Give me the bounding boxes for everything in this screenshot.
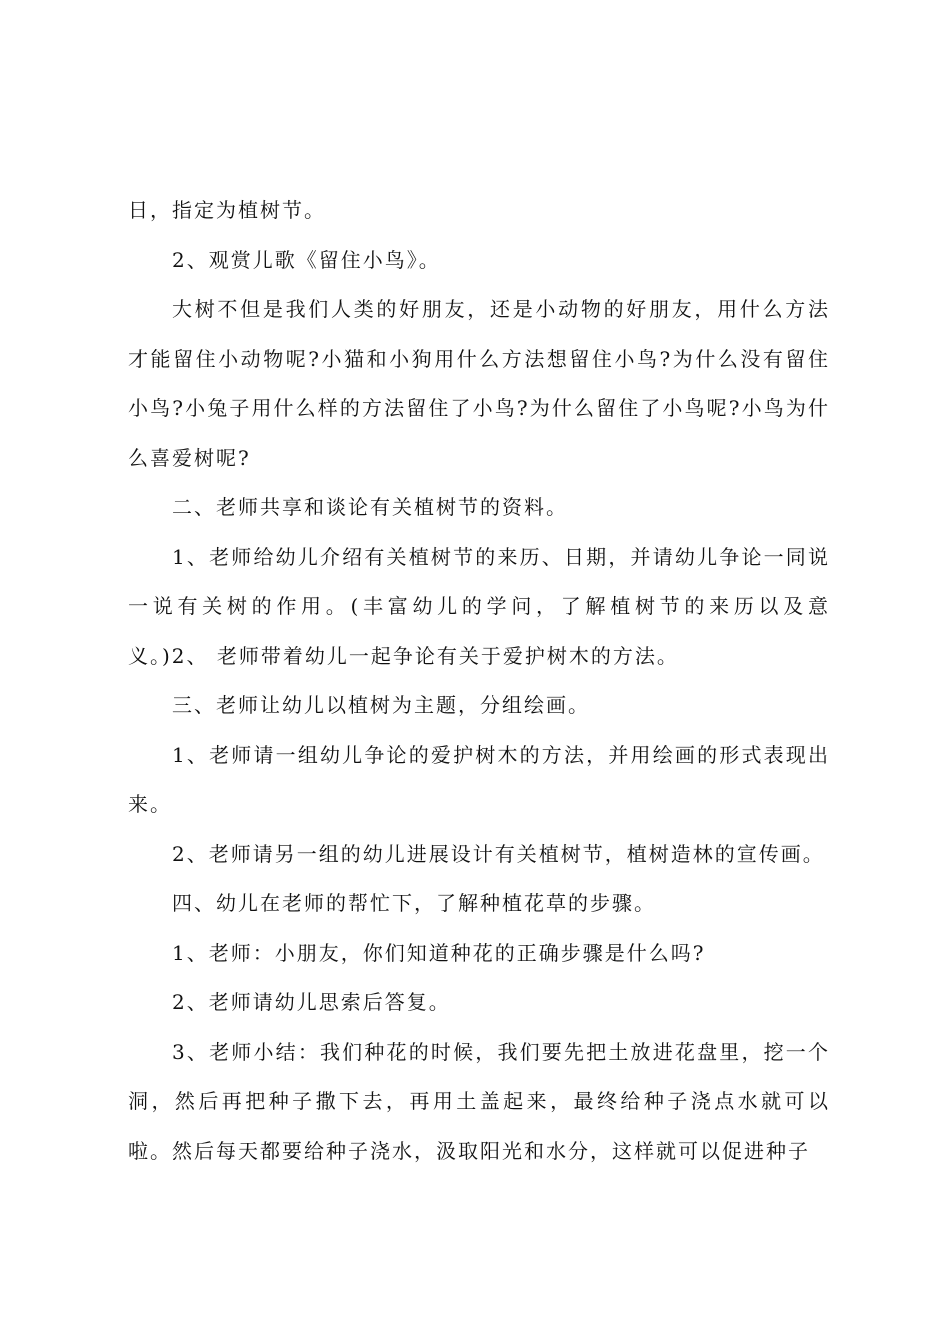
paragraph: 1、老师请一组幼儿争论的爱护树木的方法，并用绘画的形式表现出来。 [128,742,830,816]
paragraph: 日，指定为植树节。 [128,198,326,222]
paragraph: 2、老师请幼儿思索后答复。 [172,990,451,1014]
section-heading: 四、幼儿在老师的帮忙下，了解种植花草的步骤。 [172,891,656,915]
paragraph: 2、观赏儿歌《留住小鸟》。 [172,247,441,272]
document-page [128,186,830,1176]
paragraph: 3、老师小结：我们种花的时候，我们要先把土放进花盘里，挖一个洞，然后再把种子撒下去，再用土盖起来，最终给种子浇点水就可以啦。然后每天都要给种子浇水，汲取阳光和水分，这样就可以促进种子 [128,1039,830,1163]
section-heading: 二、老师共享和谈论有关植树节的资料。 [172,495,568,519]
section-heading: 三、老师让幼儿以植树为主题，分组绘画。 [172,693,590,717]
paragraph: 2、老师请另一组的幼儿进展设计有关植树节，植树造林的宣传画。 [172,841,825,866]
paragraph: 1、老师：小朋友，你们知道种花的正确步骤是什么吗? [172,940,706,965]
paragraph: 大树不但是我们人类的好朋友，还是小动物的好朋友，用什么方法才能留住小动物呢?小猫和小狗用什么方法想留住小鸟?为什么没有留住小鸟?小兔子用什么样的方法留住了小鸟?为什么留住了小鸟呢?小鸟为什么喜爱树呢? [128,297,830,470]
paragraph: 1、老师给幼儿介绍有关植树节的来历、日期，并请幼儿争论一同说一说有关树的作用。(丰富幼儿的学问，了解植树节的来历以及意义。)2、 老师带着幼儿一起争论有关于爱护树木的方法。 [128,544,830,668]
